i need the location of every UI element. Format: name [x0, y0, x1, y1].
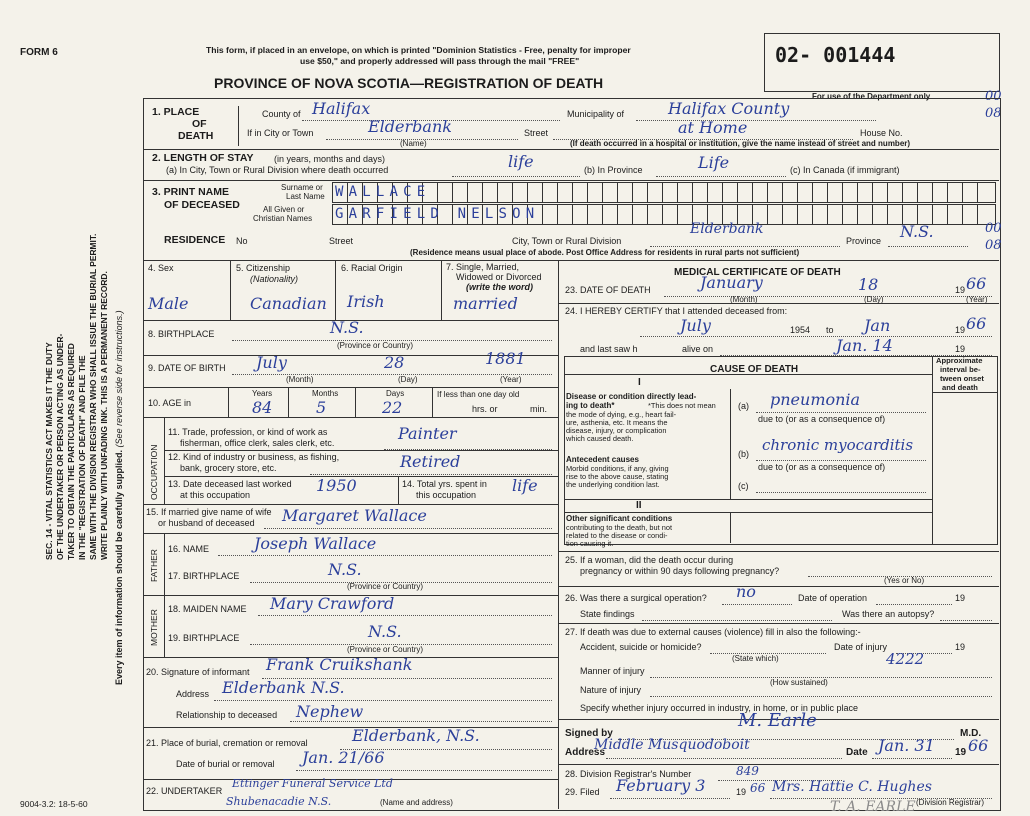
- approx-label: interval be-: [940, 365, 981, 374]
- month-hint: (Month): [286, 375, 314, 384]
- certify-label: 24. I HEREBY CERTIFY that I attended deceased from:: [565, 306, 788, 316]
- mother-birthplace-value: N.S.: [368, 622, 402, 641]
- father-name-value: Joseph Wallace: [254, 534, 377, 553]
- county-label: County of: [262, 109, 301, 119]
- antecedent-note: rise to the above cause, stating: [566, 472, 669, 481]
- attended-from-value: July: [680, 316, 711, 335]
- nineteen-label: 19: [955, 285, 966, 295]
- residence-street-label: Street: [329, 236, 354, 246]
- last-worked-value: 1950: [316, 476, 357, 495]
- other-conditions-note: contributing to the death, but not: [566, 523, 673, 532]
- envelope-notice: use $50," and properly addressed will pass through the mail "FREE": [300, 56, 580, 66]
- industry-label: 12. Kind of industry or business, as fishing,: [168, 452, 340, 462]
- length-hint: (in years, months and days): [274, 154, 386, 164]
- trade-label: fisherman, office clerk, sales clerk, etc.: [180, 438, 335, 448]
- nineteen-label: 19: [955, 593, 966, 603]
- code-value: 4222: [886, 650, 925, 668]
- side-notice: [44, 234, 110, 560]
- cause-b-value: chronic myocarditis: [762, 436, 914, 454]
- nineteen-label: 19: [736, 787, 747, 797]
- filed-label: 29. Filed: [565, 787, 600, 797]
- mother-label: MOTHER: [149, 609, 159, 646]
- stay-a-label: (a) In City, Town or Rural Division where death occurred: [166, 165, 389, 175]
- side-notice-line: SAME WITH THE DIVISION REGISTRAR WHO SHALL ISSUE THE BURIAL PERMIT.: [88, 233, 98, 560]
- last-worked-label: 13. Date deceased last worked: [168, 479, 292, 489]
- due-to-label: due to (or as a consequence of): [758, 414, 886, 424]
- to-label: to: [826, 325, 834, 335]
- last-name-label: Last Name: [286, 192, 325, 201]
- disease-note: ure, asthenia, etc. It means the: [566, 418, 668, 427]
- signed-by-value: M. Earle: [738, 710, 817, 731]
- roman-one: I: [638, 377, 641, 388]
- pregnancy-label: pregnancy or within 90 days following pregnancy?: [580, 566, 780, 576]
- side-notice-line: TAKER TO OBTAIN THE PARTICULARS AS REQUIRED: [66, 343, 76, 560]
- informant-address-label: Address: [176, 689, 210, 699]
- relationship-value: Nephew: [296, 702, 364, 721]
- stay-c-label: (c) In Canada (if immigrant): [790, 165, 900, 175]
- of-deceased-label: OF DECEASED: [164, 199, 240, 211]
- marital-value: married: [453, 294, 518, 313]
- side-notice-line: WRITE PLAINLY WITH UNFADING INK. THIS IS A PERMANENT RECORD.: [99, 271, 109, 560]
- burial-place-label: 21. Place of burial, cremation or removal: [146, 738, 308, 748]
- roman-two: II: [636, 500, 642, 511]
- dob-label: 9. DATE OF BIRTH: [148, 363, 226, 373]
- side-notice-line: (See reverse side for instructions.): [114, 310, 124, 448]
- dept-code: 00: [985, 221, 1002, 236]
- cause-a-value: pneumonia: [770, 390, 861, 409]
- accident-label: Accident, suicide or homicide?: [580, 642, 702, 652]
- city-town-label: If in City or Town: [247, 128, 314, 138]
- age-months-value: 5: [316, 398, 327, 417]
- other-conditions-note: tion causing it.: [566, 539, 614, 548]
- form-title: PROVINCE OF NOVA SCOTIA—REGISTRATION OF DEATH: [214, 75, 604, 91]
- cause-c-label: (c): [738, 481, 749, 491]
- death-label: DEATH: [178, 130, 214, 142]
- hospital-note: (If death occurred in a hospital or institution, give the name instead of street and number): [570, 139, 911, 148]
- filed-year-value: 66: [750, 781, 766, 795]
- nature-label: Nature of injury: [580, 685, 642, 695]
- footer-code: 9004-3.2: 18-5-60: [20, 799, 88, 809]
- undertaker-label: 22. UNDERTAKER: [146, 786, 223, 796]
- death-day-value: 18: [858, 275, 879, 294]
- specify-label: Specify whether injury occurred in industry, in home, or in public place: [580, 703, 858, 713]
- street-label: Street: [524, 128, 549, 138]
- undertaker-address-value: Shubenacadie N.S.: [226, 795, 332, 808]
- informant-address-value: Elderbank N.S.: [222, 678, 345, 697]
- residence-label: RESIDENCE: [164, 234, 226, 246]
- county-value: Halifax: [312, 99, 371, 118]
- maiden-name-label: 18. MAIDEN NAME: [168, 604, 247, 614]
- dept-code: 00: [985, 89, 1002, 104]
- cert-date-value: Jan. 31: [878, 736, 935, 755]
- residence-note: (Residence means usual place of abode. Post Office Address for residents in rural parts not sufficient): [410, 248, 800, 257]
- surname-label: Surname or: [281, 183, 323, 192]
- mother-birthplace-label: 19. BIRTHPLACE: [168, 633, 240, 643]
- nineteen-label: 19: [955, 747, 967, 758]
- department-use: For use of the Department only: [812, 92, 931, 101]
- cause-a-label: (a): [738, 401, 749, 411]
- father-birthplace-label: 17. BIRTHPLACE: [168, 571, 240, 581]
- filed-date-value: February 3: [616, 776, 706, 795]
- due-to-label: due to (or as a consequence of): [758, 462, 886, 472]
- year-hint: (Year): [966, 295, 988, 304]
- min-label: min.: [530, 404, 548, 414]
- medical-certificate-title: MEDICAL CERTIFICATE OF DEATH: [674, 267, 841, 278]
- father-label: FATHER: [149, 549, 159, 582]
- dob-year-value: 1881: [485, 349, 526, 368]
- municipality-value: Halifax County: [668, 99, 790, 118]
- date-of-operation-label: Date of operation: [798, 593, 868, 603]
- surname-value: WALLACE: [335, 184, 431, 200]
- day-hint: (Day): [864, 295, 884, 304]
- signed-by-label: Signed by: [565, 728, 613, 739]
- stay-b-label: (b) In Province: [584, 165, 643, 175]
- length-of-stay-label: 2. LENGTH OF STAY: [152, 152, 254, 164]
- autopsy-label: Was there an autopsy?: [842, 609, 935, 619]
- disease-note: *This does not mean: [648, 401, 716, 410]
- approx-label: Approximate: [936, 356, 983, 365]
- approx-label: and death: [942, 383, 978, 392]
- side-notice-line: Every item of information should be carefully supplied.: [114, 449, 124, 685]
- province-or-country-hint: (Province or Country): [347, 645, 424, 654]
- nineteen-label: 19: [955, 642, 966, 652]
- surgical-value: no: [736, 582, 756, 601]
- christian-names-label: Christian Names: [253, 214, 313, 223]
- form-number: FORM 6: [20, 47, 58, 58]
- age-years-value: 84: [252, 398, 273, 417]
- house-no-label: House No.: [860, 128, 903, 138]
- informant-value: Frank Cruikshank: [266, 655, 413, 674]
- dob-day-value: 28: [384, 353, 405, 372]
- birthplace-label: 8. BIRTHPLACE: [148, 329, 215, 339]
- dob-month-value: July: [256, 353, 287, 372]
- spouse-label: or husband of deceased: [158, 518, 255, 528]
- external-causes-label: 27. If death was due to external causes (violence) fill in also the following:-: [565, 627, 861, 637]
- attended-to-year: 66: [966, 314, 987, 333]
- age-days-value: 22: [382, 398, 403, 417]
- registration-number: 02- 001444: [775, 43, 896, 67]
- province-or-country-hint: (Province or Country): [337, 341, 414, 350]
- days-label: Days: [386, 389, 405, 398]
- racial-origin-label: 6. Racial Origin: [341, 263, 403, 273]
- month-hint: (Month): [730, 295, 758, 304]
- day-hint: (Day): [398, 375, 418, 384]
- how-sustained-hint: (How sustained): [770, 678, 828, 687]
- envelope-notice: This form, if placed in an envelope, on which is printed "Dominion Statistics - Free, penalty for improper: [206, 45, 631, 55]
- hrs-label: hrs. or: [472, 404, 498, 414]
- mother-maiden-value: Mary Crawford: [270, 594, 395, 613]
- year-hint: (Year): [500, 375, 522, 384]
- father-birthplace-value: N.S.: [328, 560, 362, 579]
- last-saw-label: and last saw h: [580, 344, 638, 354]
- division-registrar-number-value: 849: [736, 764, 759, 778]
- state-findings-label: State findings: [580, 609, 635, 619]
- surgical-label: 26. Was there a surgical operation?: [565, 593, 707, 603]
- marital-label: 7. Single, Married,: [446, 262, 520, 272]
- division-registrar-hint: (Division Registrar): [916, 798, 985, 807]
- municipality-label: Municipality of: [567, 109, 625, 119]
- cert-address-value: Middle Musquodoboit: [594, 737, 750, 753]
- death-month-value: January: [700, 273, 763, 292]
- marital-label: Widowed or Divorced: [456, 272, 542, 282]
- residence-province-label: Province: [846, 236, 882, 246]
- cause-b-label: (b): [738, 449, 749, 459]
- burial-date-value: Jan. 21/66: [302, 748, 385, 767]
- stay-province-value: Life: [698, 153, 730, 172]
- place-label: 1. PLACE: [152, 106, 200, 118]
- antecedent-note: the underlying condition last.: [566, 480, 660, 489]
- birthplace-value: N.S.: [330, 318, 364, 337]
- stay-city-value: life: [508, 152, 534, 171]
- undertaker-name-value: Ettinger Funeral Service Ltd: [232, 777, 393, 790]
- disease-note: the mode of dying, e.g., heart fail-: [566, 410, 677, 419]
- dept-code: 08: [985, 106, 1002, 121]
- last-seen-value: Jan. 14: [836, 336, 893, 355]
- province-or-country-hint: (Province or Country): [347, 582, 424, 591]
- trade-label: 11. Trade, profession, or kind of work as: [168, 427, 328, 437]
- racial-origin-value: Irish: [347, 292, 385, 311]
- antecedent-note: Morbid conditions, if any, giving: [566, 464, 669, 473]
- total-years-label: 14. Total yrs. spent in: [402, 479, 487, 489]
- manner-label: Manner of injury: [580, 666, 645, 676]
- of-label: OF: [192, 118, 207, 130]
- pregnancy-label: 25. If a woman, did the death occur during: [565, 555, 734, 565]
- last-worked-label: at this occupation: [180, 490, 251, 500]
- print-name-label: 3. PRINT NAME: [152, 186, 230, 198]
- yes-or-no-hint: (Yes or No): [884, 576, 925, 585]
- disease-note: which caused death.: [566, 434, 634, 443]
- nineteen-label: 19: [955, 325, 966, 335]
- all-given-label: All Given or: [263, 205, 305, 214]
- spouse-label: 15. If married give name of wife: [146, 507, 272, 517]
- months-label: Months: [312, 389, 339, 398]
- occupation-label: OCCUPATION: [149, 444, 159, 500]
- dept-code: 08: [985, 238, 1002, 253]
- street-value: at Home: [678, 118, 748, 137]
- less-than-day-label: If less than one day old: [437, 390, 520, 399]
- residence-city-label: City, Town or Rural Division: [512, 236, 622, 246]
- industry-label: bank, grocery store, etc.: [180, 463, 277, 473]
- citizenship-label: 5. Citizenship: [236, 263, 291, 273]
- name-hint: (Name): [400, 139, 427, 148]
- age-label: 10. AGE in: [148, 398, 192, 408]
- side-notice-line: SEC. 14 - VITAL STATISTICS ACT MAKES IT THE DUTY: [44, 342, 54, 560]
- state-which-hint: (State which): [732, 654, 779, 663]
- antecedent-label: Antecedent causes: [566, 455, 639, 464]
- cert-year-value: 66: [968, 736, 989, 755]
- division-registrar-number-label: 28. Division Registrar's Number: [565, 769, 692, 779]
- citizenship-value: Canadian: [250, 294, 327, 313]
- trade-value: Painter: [398, 424, 457, 443]
- city-town-value: Elderbank: [368, 117, 452, 136]
- side-notice-line: IN THE "REGISTRATION OF DEATH" AND FILE THE: [77, 355, 87, 560]
- cert-address-label: Address: [565, 747, 606, 758]
- nineteen-text: 19: [790, 325, 801, 335]
- approx-label: tween onset: [940, 374, 984, 383]
- other-conditions-label: Other significant conditions: [566, 514, 673, 523]
- residence-city-value: Elderbank: [690, 221, 764, 237]
- cert-date-label: Date: [846, 747, 868, 758]
- years-label: Years: [252, 389, 273, 398]
- sex-label: 4. Sex: [148, 263, 174, 273]
- total-years-value: life: [512, 476, 538, 495]
- burial-place-value: Elderbank, N.S.: [352, 726, 480, 745]
- disease-label: Disease or condition directly lead-: [566, 392, 697, 401]
- marital-hint: (write the word): [466, 282, 533, 292]
- registrar-value: Mrs. Hattie C. Hughes: [772, 779, 932, 795]
- spouse-value: Margaret Wallace: [282, 506, 427, 525]
- sex-value: Male: [148, 294, 189, 313]
- nineteen-label: [790, 326, 810, 336]
- name-and-address-hint: (Name and address): [380, 798, 453, 807]
- nineteen-label: 19: [955, 344, 966, 354]
- cause-of-death-title: CAUSE OF DEATH: [710, 364, 799, 375]
- disease-label: ing to death*: [566, 401, 615, 410]
- given-names-value: GARFIELD NELSON: [335, 206, 540, 222]
- md-label: M.D.: [960, 728, 982, 739]
- disease-note: disease, injury, or complication: [566, 426, 667, 435]
- other-conditions-note: related to the disease or condi-: [566, 531, 668, 540]
- residence-province-value: N.S.: [900, 222, 934, 241]
- stamp: T. A. EARLE: [830, 799, 916, 815]
- attended-to-value: Jan: [864, 316, 891, 335]
- attended-from-year: 54: [800, 325, 811, 335]
- industry-value: Retired: [400, 452, 461, 471]
- burial-date-label: Date of burial or removal: [176, 759, 275, 769]
- relationship-label: Relationship to deceased: [176, 710, 278, 720]
- residence-no-label: No: [236, 236, 248, 246]
- total-years-label: this occupation: [416, 490, 477, 500]
- informant-label: 20. Signature of informant: [146, 667, 250, 677]
- father-name-label: 16. NAME: [168, 544, 210, 554]
- date-of-death-label: 23. DATE OF DEATH: [565, 285, 651, 295]
- nationality-hint: (Nationality): [250, 274, 299, 284]
- surname-grid: [332, 182, 996, 203]
- side-notice-line: OF THE UNDERTAKER OR PERSON ACTING AS UNDER-: [55, 333, 65, 560]
- death-year-value: 66: [966, 274, 987, 293]
- date-of-injury-label: Date of injury: [834, 642, 888, 652]
- side-notice-sub: [115, 310, 125, 685]
- alive-on-label: alive on: [682, 344, 714, 354]
